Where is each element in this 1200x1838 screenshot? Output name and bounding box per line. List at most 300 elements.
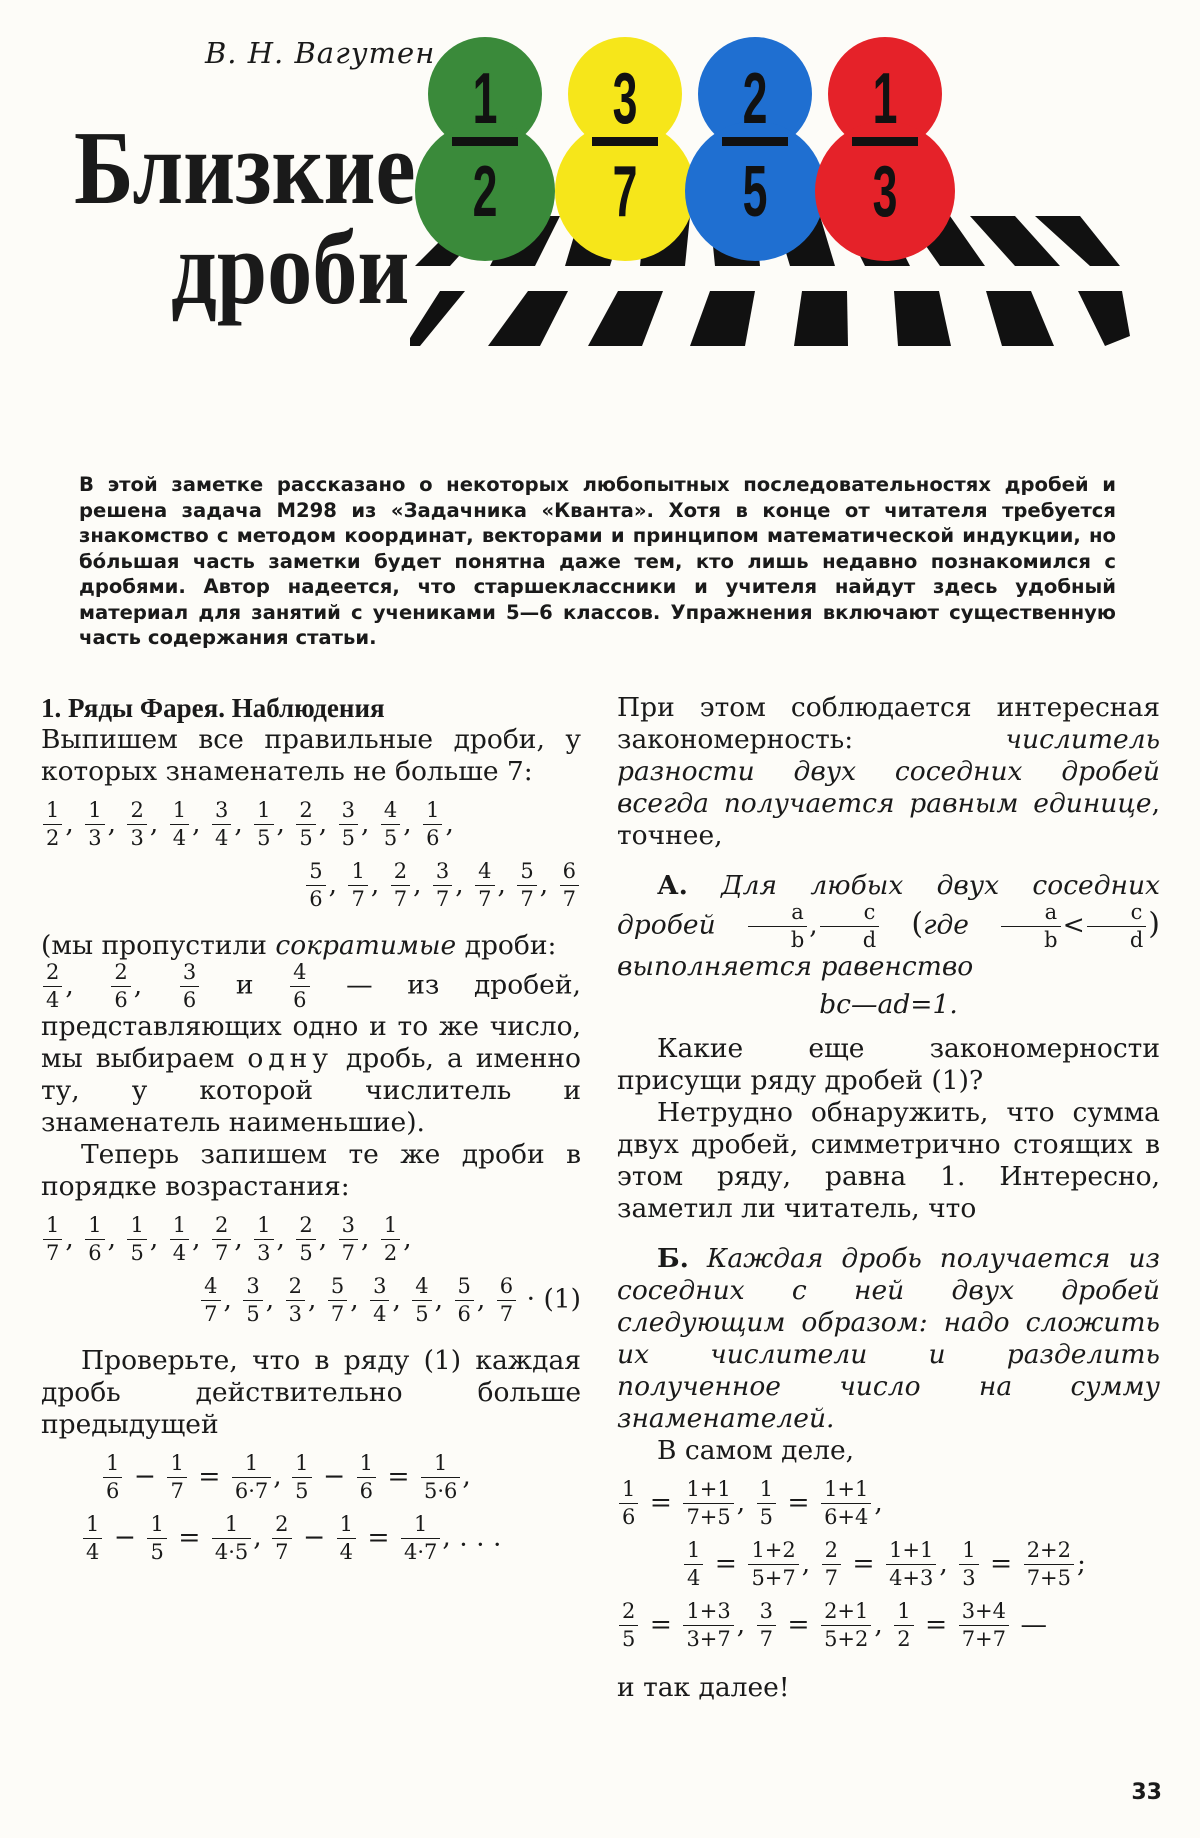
separator: = [916, 1608, 956, 1640]
separator: , [328, 868, 346, 900]
denominator: 3 [286, 1300, 305, 1325]
denominator: 6 [357, 1477, 376, 1502]
examples-row-2 [617, 1540, 1160, 1589]
denominator: 7 [497, 1300, 516, 1325]
fraction [348, 861, 367, 910]
numerator: 1 [351, 859, 365, 883]
fraction [886, 1540, 936, 1589]
separator: ; [1077, 1547, 1086, 1579]
fraction [959, 1601, 1009, 1650]
numerator: 1 [150, 1512, 164, 1536]
text-spaced: одну [247, 1043, 333, 1074]
denominator: 7 [328, 1300, 347, 1325]
numerator: 3 [435, 859, 450, 883]
separator: , [736, 1608, 754, 1640]
denominator: 6 [85, 1239, 104, 1264]
denominator: 7 [757, 1625, 776, 1650]
denominator: 4 [337, 1538, 356, 1563]
fraction-ab [999, 900, 1062, 952]
denominator: 6 [619, 1503, 638, 1528]
denominator: 7 [272, 1538, 291, 1563]
numerator: 2 [275, 1512, 289, 1536]
fraction [684, 1540, 703, 1589]
denominator: 7 [433, 885, 452, 910]
numerator: 1+2 [751, 1538, 796, 1562]
text-and: и [235, 969, 254, 1001]
numerator: 2 [114, 960, 128, 984]
fraction [748, 1540, 798, 1589]
paragraph-end: и так далее! [617, 1672, 790, 1703]
fraction [1024, 1540, 1074, 1589]
numerator: 2+1 [824, 1599, 869, 1623]
fraction [959, 1540, 978, 1589]
fraction [391, 861, 410, 910]
examples-row-1 [617, 1479, 1160, 1528]
paragraph-pattern [617, 692, 1160, 852]
denominator: 7+7 [959, 1625, 1009, 1650]
fraction-circles-illustration [410, 26, 1130, 411]
fraction-list-1-row-2 [41, 861, 581, 910]
numerator: 2 [130, 798, 144, 822]
denominator: 7 [201, 1300, 220, 1325]
numerator: 1 [86, 1512, 100, 1536]
denominator: 2 [381, 1239, 400, 1264]
separator: = [169, 1521, 209, 1553]
fraction-cd [818, 900, 881, 952]
numerator: 1 [170, 1451, 184, 1475]
numerator: 1+3 [686, 1599, 731, 1623]
paragraph-intro: Выпишем все правильные дроби, у которых знаменатель не больше 7: [41, 724, 581, 787]
numerator: 1 [257, 798, 271, 822]
fraction-last [288, 960, 311, 1012]
separator: , [497, 868, 515, 900]
separator: , [455, 868, 473, 900]
denominator: 4·5 [212, 1538, 251, 1563]
separator: , [874, 1486, 883, 1518]
text: дроби: [456, 930, 557, 961]
fraction [147, 1514, 166, 1563]
numerator: 1 [295, 1451, 309, 1475]
numerator: 3 [246, 1274, 260, 1298]
fraction [254, 800, 273, 849]
fraction [822, 1540, 841, 1589]
separator: = [706, 1547, 746, 1579]
separator: , [149, 1222, 167, 1254]
author: В. Н. Вагутен [205, 36, 436, 70]
numerator: 4 [415, 1274, 429, 1298]
fraction [560, 861, 579, 910]
numerator: 3 [341, 798, 356, 822]
text-where: где [923, 909, 969, 941]
fraction [357, 1453, 376, 1502]
fraction-cd [1085, 900, 1148, 952]
fractions [199, 1274, 518, 1326]
fraction [455, 1276, 474, 1325]
numerator: 1 [172, 798, 187, 822]
numerator: 1 [759, 1477, 773, 1501]
denominator: 5 [296, 1239, 315, 1264]
ball-numerator: 1 [872, 58, 898, 139]
numerator: 1 [339, 1512, 353, 1536]
numerator: 2 [299, 1213, 313, 1237]
denominator: 4 [370, 1300, 389, 1325]
separator: = [981, 1547, 1021, 1579]
denominator: 7 [517, 885, 536, 910]
numerator: 6 [499, 1274, 514, 1298]
fraction [212, 1215, 231, 1264]
denominator: 3 [85, 824, 104, 849]
denominator: 6 [111, 986, 130, 1011]
numerator: 2 [46, 960, 60, 984]
separator: , [307, 1283, 325, 1315]
fraction [381, 800, 400, 849]
separator: , [149, 807, 167, 839]
fraction [170, 800, 189, 849]
separator: , [223, 1283, 241, 1315]
numerator: 6 [562, 859, 576, 883]
denominator: 4 [684, 1564, 703, 1589]
fraction-ball [685, 37, 825, 261]
fraction-list-2-row-2 [41, 1276, 581, 1325]
fraction [757, 1601, 776, 1650]
numerator: 2 [393, 859, 408, 883]
separator: = [779, 1608, 819, 1640]
numerator: 1 [687, 1538, 701, 1562]
fraction-ball [815, 37, 955, 261]
separator: , [276, 1222, 294, 1254]
abstract: В этой заметке рассказано о некоторых любопытных последовательностях дробей и решена задача М298 из «Задачника «Кванта». Хотя в конце от читателя требуется знакомство с методом координат, векторами и принципом математической индукции, но бóльшая часть заметки будет понятна даже тем, кто лишь недавно познакомился с дробями. Автор надеется, что старшеклассники и учителя найдут здесь удобный материал для занятий с учениками 5—6 классов. Упражнения включают существенную часть содержания статьи. [79, 473, 1116, 649]
denominator: 4 [83, 1538, 102, 1563]
numerator: 3 [341, 1213, 356, 1237]
paragraph-symmetric: Нетрудно обнаружить, что сумма двух дробей, симметрично стоящих в этом ряду, равна 1. Интересно, заметил ли читатель, что [617, 1097, 1160, 1224]
numerator: 1+1 [824, 1477, 869, 1501]
numerator: 5 [309, 859, 323, 883]
separator: , [133, 969, 177, 1001]
separator: , [107, 807, 125, 839]
lt-sign: < [1062, 909, 1085, 941]
text: дробь, а именно ту, у которой числитель и знаменатель наименьшие). [41, 1043, 581, 1138]
ball-denominator: 5 [742, 151, 768, 232]
equation-number: (1) [543, 1283, 581, 1315]
fraction [683, 1601, 733, 1650]
fraction-ball [415, 37, 555, 261]
separator: = [641, 1486, 681, 1518]
difference [101, 1451, 273, 1503]
fraction-list-1-row-1 [41, 800, 581, 849]
separator: , [539, 868, 557, 900]
separator: , [234, 807, 252, 839]
separator: , [318, 1222, 336, 1254]
page-number: 33 [1131, 1780, 1162, 1805]
numerator: 5 [520, 859, 534, 883]
separator: , [392, 1283, 410, 1315]
denominator: 3 [959, 1564, 978, 1589]
separator: = [189, 1460, 229, 1492]
numerator: 2 [622, 1599, 636, 1623]
difference [270, 1512, 442, 1564]
denominator: 7 [167, 1477, 186, 1502]
denominator: 7+5 [1024, 1564, 1074, 1589]
separator: − [105, 1521, 145, 1553]
text: — из дробей, представляющих одно и то же число, мы выбираем [41, 969, 581, 1074]
fraction [412, 1276, 431, 1325]
denominator: 4 [212, 824, 231, 849]
fraction [821, 1479, 871, 1528]
numerator: 1 [257, 1213, 271, 1237]
fraction [517, 861, 536, 910]
denominator: 7 [339, 1239, 358, 1264]
numerator: 3 [182, 960, 197, 984]
numerator: 1+1 [686, 1477, 731, 1501]
separator: , [434, 1283, 452, 1315]
separator: , [350, 1283, 368, 1315]
paragraph-order: Теперь запишем те же дроби в порядке возрастания: [41, 1139, 581, 1202]
denominator: 5 [381, 824, 400, 849]
denominator: 5+2 [821, 1625, 871, 1650]
right-column [617, 692, 1160, 1704]
denominator: 5·6 [421, 1477, 460, 1502]
separator: , [65, 1222, 83, 1254]
separator: = [378, 1460, 419, 1492]
paragraph-question: Какие еще закономерности присущи ряду дробей (1)? [617, 1033, 1160, 1096]
numerator: 1 [434, 1451, 448, 1475]
separator: , [403, 807, 421, 839]
numerator: 1 [622, 1477, 636, 1501]
denominator: 4 [170, 1239, 189, 1264]
fraction [820, 902, 879, 951]
separator: , [801, 1547, 819, 1579]
denominator: 5 [296, 824, 315, 849]
separator: = [844, 1547, 884, 1579]
fraction-ab [746, 900, 809, 952]
numerator: c [863, 900, 876, 924]
difference [290, 1451, 462, 1503]
denominator: 6 [423, 824, 442, 849]
ball-numerator: 3 [612, 58, 638, 139]
section-heading: 1. Ряды Фарея. Наблюдения [41, 693, 385, 723]
label-b: Б. [657, 1243, 689, 1274]
separator: , [276, 807, 294, 839]
numerator: 5 [457, 1274, 471, 1298]
denominator: 5 [412, 1300, 431, 1325]
denominator: 4 [43, 986, 62, 1011]
fraction [43, 962, 62, 1011]
denominator: 5 [127, 1239, 146, 1264]
fraction [85, 1215, 104, 1264]
denominator: d [820, 926, 879, 951]
denominator: 5 [292, 1477, 311, 1502]
denominator: d [1087, 926, 1146, 951]
fraction [821, 1601, 871, 1650]
fraction [619, 1479, 638, 1528]
ellipsis: . . . [459, 1521, 502, 1553]
denominator: 6 [455, 1300, 474, 1325]
numerator: 1 [414, 1512, 428, 1536]
fraction [127, 1215, 146, 1264]
fraction [201, 1276, 220, 1325]
numerator: a [1044, 900, 1058, 924]
separator: , [361, 1222, 378, 1254]
numerator: 1 [46, 798, 60, 822]
paragraph-check: Проверьте, что в ряду (1) каждая дробь действительно больше предыдущей [41, 1345, 581, 1440]
separator: — [1012, 1608, 1047, 1640]
numerator: 1 [88, 1213, 102, 1237]
statement-a: А. Для любых двух соседних дробей $\frac{a}{b}$ , $\frac{c}{d}$ (где $\frac{a}{b}$ < $\frac{c}{d}$ ) выполняется равенство [617, 870, 1160, 982]
fraction [212, 800, 231, 849]
fraction [894, 1601, 913, 1650]
separator: − [294, 1521, 334, 1553]
denominator: b [748, 926, 807, 951]
fraction-ball [555, 37, 695, 261]
fraction [1087, 902, 1146, 951]
fraction [339, 800, 358, 849]
fraction [337, 1514, 356, 1563]
ball-numerator: 1 [472, 58, 498, 139]
fraction [243, 1276, 262, 1325]
numerator: 4 [293, 960, 307, 984]
denominator: 6 [103, 1477, 122, 1502]
denominator: 3 [127, 824, 146, 849]
numerator: 1+1 [889, 1538, 934, 1562]
ball-denominator: 2 [472, 151, 498, 232]
numerator: 2 [288, 1274, 302, 1298]
separator: , [403, 1222, 412, 1254]
dot: · [526, 1283, 536, 1315]
separator: − [125, 1460, 165, 1492]
fraction [423, 800, 442, 849]
numerator: 1 [46, 1213, 60, 1237]
label-a: А. [657, 870, 688, 901]
fraction [619, 1601, 638, 1650]
fraction [254, 1215, 273, 1264]
denominator: 2 [894, 1625, 913, 1650]
fraction [286, 1276, 305, 1325]
separator: , [65, 807, 83, 839]
denominator: 5 [619, 1625, 638, 1650]
denominator: 5 [757, 1503, 776, 1528]
numerator: 4 [383, 798, 398, 822]
numerator: 2 [824, 1538, 838, 1562]
numerator: 1 [88, 798, 102, 822]
fraction [290, 962, 309, 1011]
statement-a-text-2: выполняется равенство [617, 951, 974, 982]
numerator: 2 [214, 1213, 229, 1237]
denominator: 6+4 [821, 1503, 871, 1528]
numerator: 3 [214, 798, 229, 822]
separator: , [65, 969, 109, 1001]
reducible-fractions [41, 960, 201, 1012]
separator: = [779, 1486, 819, 1518]
separator: , [939, 1547, 957, 1579]
separator: , [318, 807, 336, 839]
fraction [43, 800, 62, 849]
statement-a-text: Для любых двух соседних дробей [617, 870, 1160, 941]
denominator: 5 [243, 1300, 262, 1325]
fraction [370, 1276, 389, 1325]
numerator: 5 [330, 1274, 345, 1298]
denominator: 6 [290, 986, 309, 1011]
fraction [421, 1453, 460, 1502]
fraction-list-2-row-1 [41, 1215, 581, 1264]
differences-row-2: $\frac{1}{4}$ − $\frac{1}{5}$ = $\frac{1}{4\cdot 5}$ , $\frac{2}{7}$ − $\frac{1}{4}$ = $\frac{1}{4\cdot 7}$ , . . . [41, 1514, 581, 1563]
denominator: 7 [212, 1239, 231, 1264]
fraction [1001, 902, 1060, 951]
fraction [296, 1215, 315, 1264]
fraction [212, 1514, 251, 1563]
denominator: 7 [560, 885, 579, 910]
numerator: 1 [172, 1213, 187, 1237]
denominator: 6 [180, 986, 199, 1011]
equation-text: bc—ad=1. [819, 989, 958, 1020]
denominator: b [1001, 926, 1060, 951]
numerator: 1 [244, 1451, 259, 1475]
separator: , [192, 1222, 209, 1254]
denominator: 6 [306, 885, 325, 910]
denominator: 5 [339, 824, 358, 849]
numerator: 1 [962, 1538, 976, 1562]
left-column [41, 692, 581, 1575]
fraction [339, 1215, 358, 1264]
fraction [232, 1453, 271, 1502]
fraction [103, 1453, 122, 1502]
separator: , [265, 1283, 283, 1315]
fraction [296, 800, 315, 849]
separator: , [476, 1283, 494, 1315]
numerator: c [1130, 900, 1143, 924]
numerator: 2+2 [1026, 1538, 1072, 1562]
separator: = [358, 1521, 399, 1553]
fraction [401, 1514, 440, 1563]
separator: − [314, 1460, 354, 1492]
separator: , [736, 1486, 754, 1518]
numerator: 1 [224, 1512, 239, 1536]
denominator: 7+5 [683, 1503, 733, 1528]
fraction [433, 861, 452, 910]
equation-bc-ad [617, 989, 1160, 1021]
denominator: 7 [348, 885, 367, 910]
denominator: 4 [170, 824, 189, 849]
denominator: 5 [147, 1538, 166, 1563]
text: При этом соблюдается интересная закономерность: [617, 692, 1160, 755]
fraction [83, 1514, 102, 1563]
numerator: 1 [897, 1599, 911, 1623]
denominator: 6·7 [232, 1477, 271, 1502]
fraction [170, 1215, 189, 1264]
fraction [127, 800, 146, 849]
statement-b-text: Каждая дробь получается из соседних с ней двух дробей следующим образом: надо сложить их числители и разделить полученное число на сумму знаменателей. [617, 1243, 1160, 1434]
text-italic: сократимые [275, 930, 457, 961]
denominator: 2 [43, 824, 62, 849]
denominator: 4+3 [886, 1564, 936, 1589]
numerator: a [791, 900, 804, 924]
numerator: 4 [204, 1274, 218, 1298]
numerator: 1 [130, 1213, 144, 1237]
fraction [381, 1215, 400, 1264]
denominator: 5 [254, 824, 273, 849]
denominator: 3 [254, 1239, 273, 1264]
numerator: 3 [373, 1274, 387, 1298]
fraction [757, 1479, 776, 1528]
numerator: 1 [359, 1451, 373, 1475]
title-line-1: Близкие [74, 109, 416, 226]
separator: , [361, 807, 378, 839]
fraction [328, 1276, 347, 1325]
numerator: 4 [478, 859, 492, 883]
text: , точнее, [617, 788, 1160, 851]
title-line-2: дроби [171, 209, 410, 326]
ball-numerator: 2 [742, 58, 768, 139]
denominator: 7 [43, 1239, 62, 1264]
